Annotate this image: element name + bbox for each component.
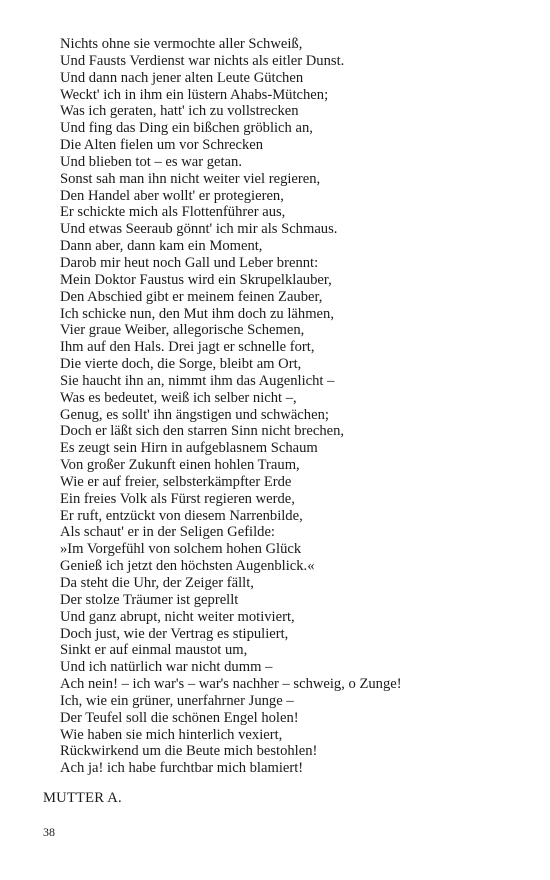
verse-line: Sie haucht ihn an, nimmt ihm das Augenlicht – — [60, 372, 335, 389]
verse-line: Dann aber, dann kam ein Moment, — [60, 238, 263, 255]
verse-line: Er ruft, entzückt von diesem Narrenbilde, — [60, 507, 303, 524]
verse-line: Doch er läßt sich den starren Sinn nicht brechen, — [60, 423, 345, 440]
verse-line: Und blieben tot – es war getan. — [60, 153, 242, 170]
verse-line: Ich, wie ein grüner, unerfahrner Junge – — [60, 692, 294, 709]
verse-line: Weckt' ich in ihm ein lüstern Ahabs-Mütchen; — [60, 86, 329, 103]
verse-line: Der stolze Träumer ist geprellt — [60, 591, 239, 608]
page-number: 38 — [43, 825, 55, 839]
verse-line: Der Teufel soll die schönen Engel holen! — [60, 709, 299, 726]
verse-line: Und ganz abrupt, nicht weiter motiviert, — [60, 608, 295, 625]
verse-line: Und fing das Ding ein bißchen gröblich an, — [60, 120, 313, 137]
verse-line: Wie haben sie mich hinterlich vexiert, — [60, 726, 283, 743]
verse-line: Es zeugt sein Hirn in aufgeblasnem Schaum — [60, 440, 318, 457]
verse-line: Und ich natürlich war nicht dumm – — [60, 659, 273, 676]
verse-line: Doch just, wie der Vertrag es stipuliert, — [60, 625, 289, 642]
verse-line: Die vierte doch, die Sorge, bleibt am Ort, — [60, 356, 302, 373]
verse-line: Von großer Zukunft einen hohlen Traum, — [60, 457, 300, 474]
verse-line: Was ich geraten, hatt' ich zu vollstrecken — [60, 103, 299, 120]
verse-line: Und dann nach jener alten Leute Gütchen — [60, 69, 304, 86]
verse-block — [60, 36, 402, 777]
verse-line: Den Abschied gibt er meinem feinen Zauber, — [60, 288, 323, 305]
verse-line: Als schaut' er in der Seligen Gefilde: — [60, 524, 275, 541]
verse-line: Nichts ohne sie vermochte aller Schweiß, — [60, 36, 303, 52]
verse-line: Die Alten fielen um vor Schrecken — [60, 137, 264, 154]
verse-line: Ich schicke nun, den Mut ihm doch zu lähmen, — [60, 305, 334, 322]
verse-line: Was es bedeutet, weiß ich selber nicht –, — [60, 389, 297, 406]
verse-line: Mein Doktor Faustus wird ein Skrupelklauber, — [60, 271, 332, 288]
verse-line: Ach ja! ich habe furchtbar mich blamiert! — [60, 760, 304, 777]
verse-line: Und Fausts Verdienst war nichts als eitler Dunst. — [60, 52, 345, 69]
verse-line: Den Handel aber wollt' er protegieren, — [60, 187, 284, 204]
verse-line: Ein freies Volk als Fürst regieren werde, — [60, 490, 295, 507]
verse-line: Sonst sah man ihn nicht weiter viel regieren, — [60, 170, 321, 187]
verse-line: Wie er auf freier, selbsterkämpfter Erde — [60, 473, 292, 490]
verse-line: »Im Vorgefühl von solchem hohen Glück — [60, 541, 302, 558]
verse-line: Ihm auf den Hals. Drei jagt er schnelle fort, — [60, 339, 315, 356]
verse-line: Genieß ich jetzt den höchsten Augenblick.« — [60, 558, 315, 575]
verse-line: Rückwirkend um die Beute mich bestohlen! — [60, 743, 318, 760]
verse-line: Da steht die Uhr, der Zeiger fällt, — [60, 575, 254, 591]
verse-line: Darob mir heut noch Gall und Leber brennt: — [60, 254, 319, 271]
verse-line: Genug, es sollt' ihn ängstigen und schwächen; — [60, 406, 329, 423]
verse-line: Ach nein! – ich war's – war's nachher – schweig, o Zunge! — [60, 676, 402, 693]
verse-line: Und etwas Seeraub gönnt' ich mir als Schmaus. — [60, 221, 338, 238]
speaker-name: MUTTER A. — [43, 790, 122, 806]
verse-line: Er schickte mich als Flottenführer aus, — [60, 204, 286, 221]
verse-line: Sinkt er auf einmal maustot um, — [60, 642, 248, 659]
verse-line: Vier graue Weiber, allegorische Schemen, — [60, 322, 305, 339]
